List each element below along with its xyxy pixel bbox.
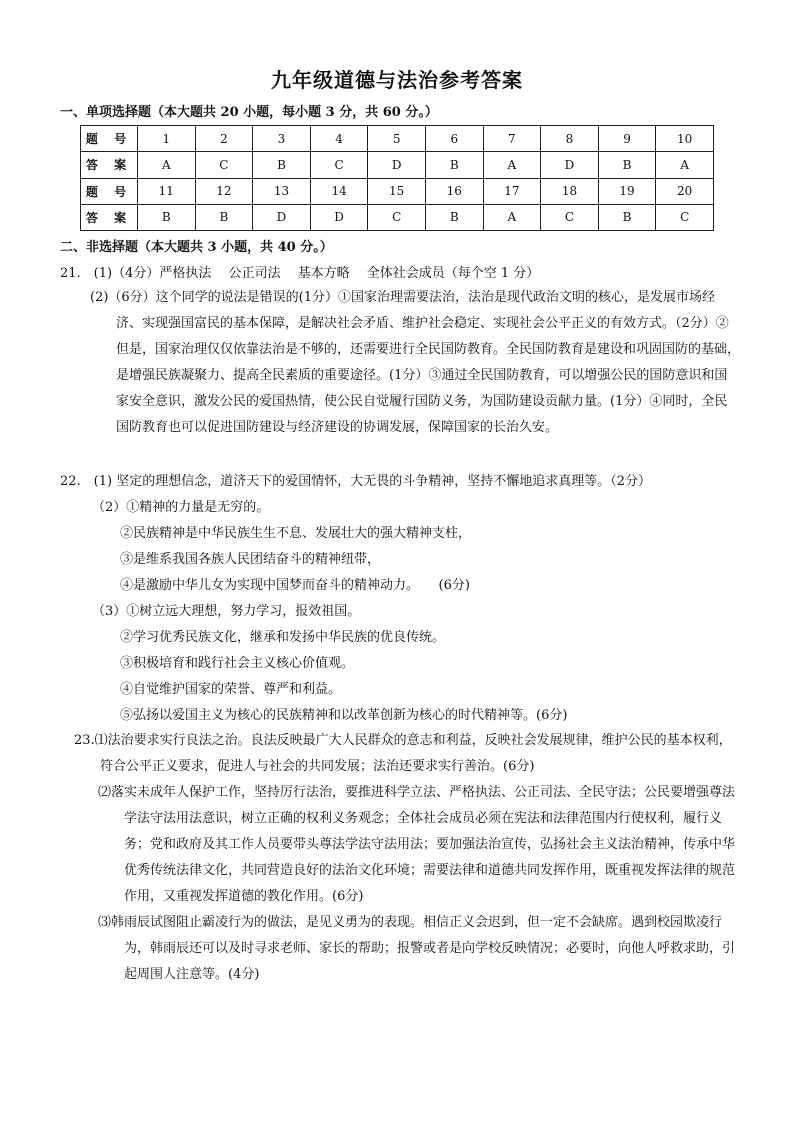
q22-part2-item: ③是维系我国各族人民团结奋斗的精神纽带， [120, 552, 381, 567]
answer-cell: A [483, 152, 541, 178]
answer-cell: A [483, 204, 541, 230]
q23-part3: ⑶韩雨辰试图阻止霸凌行为的做法，是见义勇为的表现。相信正义会迟到，但一定不会缺席。遇到校园欺凌行为，韩雨辰还可以及时寻求老师、家长的帮助；报警或者是向学校反映情况；必要时，向他人呼救求助，引起周围人注意等。(4分) [98, 915, 736, 982]
table-row-label: 答 案 [81, 204, 138, 230]
question-number-cell: 19 [598, 178, 656, 204]
q22-part3-head: （3）①树立远大理想，努力学习，报效祖国。 [92, 604, 361, 619]
table-row-label: 题 号 [81, 178, 138, 204]
answer-cell: C [656, 204, 714, 230]
question-number-cell: 8 [541, 126, 599, 152]
question-number-cell: 10 [656, 126, 714, 152]
q22-part3-item: ③积极培育和践行社会主义核心价值观。 [120, 656, 355, 671]
question-number-cell: 1 [138, 126, 196, 152]
question-number-cell: 7 [483, 126, 541, 152]
answer-cell: B [253, 152, 311, 178]
question-number-cell: 15 [368, 178, 426, 204]
table-row [81, 126, 714, 152]
q22-part1: 22. (1) 坚定的理想信念，道济天下的爱国情怀，大无畏的斗争精神，坚持不懈地追求真理等。（2分） [60, 474, 651, 489]
answer-cell: A [656, 152, 714, 178]
section-2-heading: 二、非选择题（本大题共 3 小题，共 40 分。） [60, 240, 333, 255]
section-1-heading: 一、单项选择题（本大题共 20 小题，每小题 3 分，共 60 分。） [60, 105, 438, 120]
question-number-cell: 6 [425, 126, 483, 152]
table-row [81, 204, 714, 230]
question-number-cell: 3 [253, 126, 311, 152]
answer-cell: C [310, 152, 368, 178]
answer-cell: D [541, 152, 599, 178]
page-title: 九年级道德与法治参考答案 [271, 68, 523, 92]
answer-cell: C [195, 152, 253, 178]
question-number-cell: 5 [368, 126, 426, 152]
answer-cell: C [368, 204, 426, 230]
answer-cell: B [598, 152, 656, 178]
answer-cell: B [425, 204, 483, 230]
answer-cell: D [310, 204, 368, 230]
table-row-label: 题 号 [81, 126, 138, 152]
answer-table [80, 125, 714, 231]
q22-part2-head: （2）①精神的力量是无穷的。 [92, 500, 270, 515]
q22-part3-item: ②学习优秀民族文化，继承和发扬中华民族的优良传统。 [120, 630, 446, 645]
question-number-cell: 13 [253, 178, 311, 204]
question-number-cell: 14 [310, 178, 368, 204]
q22-part3-item: ④自觉维护国家的荣誉、尊严和利益。 [120, 682, 342, 697]
answer-cell: B [598, 204, 656, 230]
answer-cell: C [541, 204, 599, 230]
question-number-cell: 20 [656, 178, 714, 204]
table-row-label: 答 案 [81, 152, 138, 178]
q22-part3-item: ⑤弘扬以爱国主义为核心的民族精神和以改革创新为核心的时代精神等。(6分) [120, 708, 568, 723]
q22-part2-item: ④是激励中华儿女为实现中国梦而奋斗的精神动力。 (6分) [120, 578, 470, 593]
answer-cell: D [253, 204, 311, 230]
q21-part2: (2)（6分）这个同学的说法是错误的(1分）①国家治理需要法治，法治是现代政治文明的核心，是发展市场经济、实现强国富民的基本保障，是解决社会矛盾、维护社会稳定、实现社会公平正义的有效方式。（2分）②但是，国家治理仅仅依靠法治是不够的，还需要进行全民国防教育。全民国防教育是建设和巩固国防的基础，是增强民族凝聚力、提高全民素质的重要途径。(1分）③通过全民国防教育，可以增强公民的国防意识和国家安全意识，激发公民的爱国热情，使公民自觉履行国防义务，为国防建设贡献力量。(1分）④同时，全民国防教育也可以促进国防建设与经济建设的协调发展，保障国家的长治久安。 [90, 290, 741, 435]
answer-cell: A [138, 152, 196, 178]
answer-cell: D [368, 152, 426, 178]
q23-part1: 23.⑴法治要求实行良法之治。良法反映最广大人民群众的意志和利益，反映社会发展规律，维护公民的基本权利，符合公平正义要求，促进人与社会的共同发展；法治还要求实行善治。(6分) [74, 733, 732, 774]
q23-part2: ⑵落实未成年人保护工作，坚持厉行法治，要推进科学立法、严格执法、公正司法、全民守法；公民要增强尊法学法守法用法意识，树立正确的权利义务观念；全体社会成员必须在宪法和法律范围内行使权利，履行义务；党和政府及其工作人员要带头尊法学法守法用法；要加强法治宣传，弘扬社会主义法治精神，传承中华优秀传统法律文化，共同营造良好的法治文化环境；需要法律和道德共同发挥作用，既重视发挥法律的规范作用，又重视发挥道德的教化作用。(6分) [98, 785, 736, 904]
question-number-cell: 2 [195, 126, 253, 152]
question-number-cell: 17 [483, 178, 541, 204]
question-number-cell: 11 [138, 178, 196, 204]
question-number-cell: 9 [598, 126, 656, 152]
question-number-cell: 16 [425, 178, 483, 204]
table-row [81, 152, 714, 178]
question-number-cell: 4 [310, 126, 368, 152]
q21-part1: 21. (1)（4分）严格执法 公正司法 基本方略 全体社会成员（每个空 1 分） [60, 266, 540, 281]
q22-part2-item: ②民族精神是中华民族生生不息、发展壮大的强大精神支柱， [120, 526, 472, 541]
answer-cell: B [195, 204, 253, 230]
question-number-cell: 12 [195, 178, 253, 204]
table-row [81, 178, 714, 204]
question-number-cell: 18 [541, 178, 599, 204]
answer-cell: B [425, 152, 483, 178]
answer-cell: B [138, 204, 196, 230]
